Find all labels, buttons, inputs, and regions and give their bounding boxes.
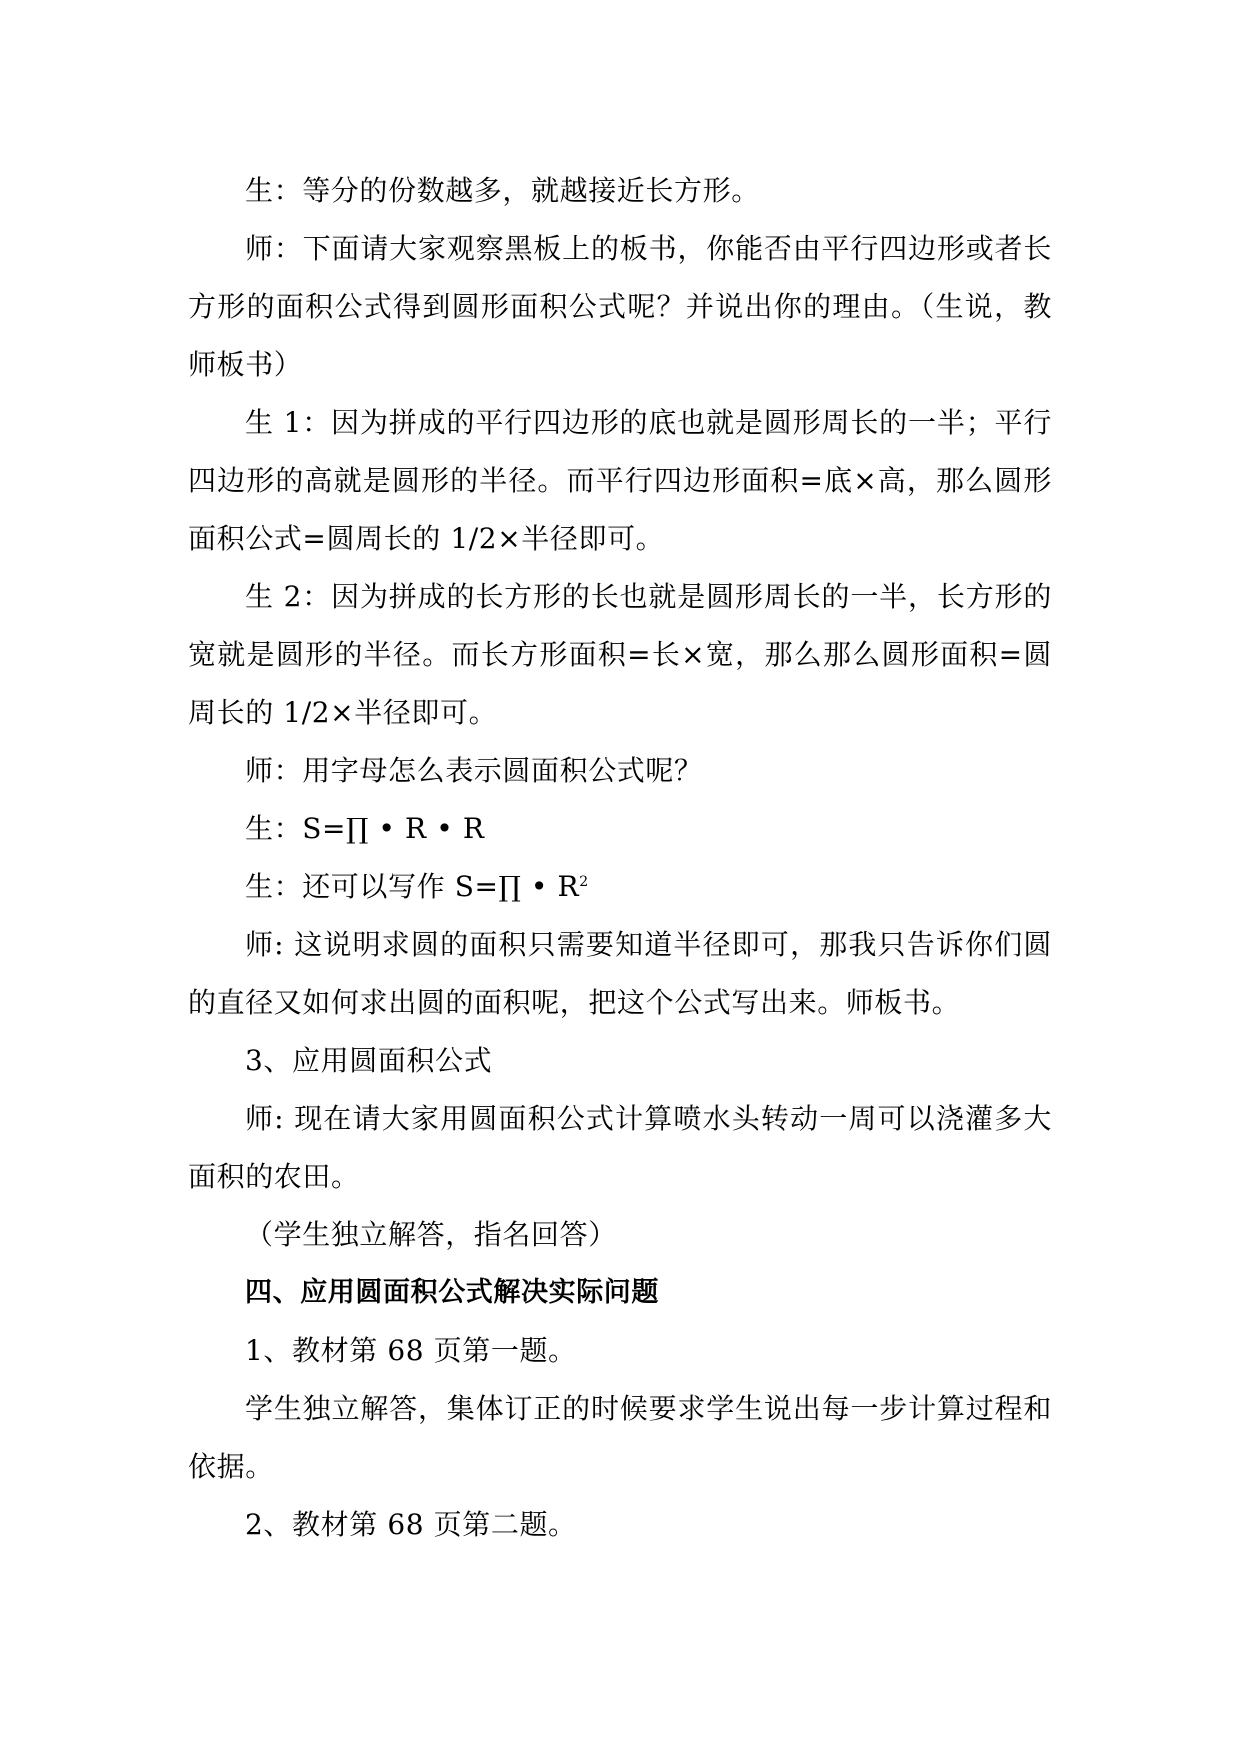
section-4-heading: 四、应用圆面积公式解决实际问题 <box>245 1277 659 1308</box>
exercise-1-item: 1、教材第 68 页第一题。 <box>245 1334 577 1367</box>
student-2-reason-paragraph: 生 2：因为拼成的长方形的长也就是圆形周长的一半，长方形的宽就是圆形的半径。而长方形面积=长×宽，那么那么圆形面积=圆周长的 1/2×半径即可。 <box>188 580 1052 729</box>
teacher-formula-question: 师：用字母怎么表示圆面积公式呢？ <box>245 754 703 787</box>
teacher-question-paragraph: 师：下面请大家观察黑板上的板书，你能否由平行四边形或者长方形的面积公式得到圆形面积公式呢？并说出你的理由。（生说，教师板书） <box>188 232 1052 381</box>
student-answer-paragraph: 生：等分的份数越多，就越接近长方形。 <box>245 174 760 207</box>
exercise-2-item: 2、教材第 68 页第二题。 <box>245 1508 577 1541</box>
superscript-2: 2 <box>579 874 589 890</box>
teacher-diameter-paragraph: 师: 这说明求圆的面积只需要知道半径即可，那我只告诉你们圆的直径又如何求出圆的面积呢，把这个公式写出来。师板书。 <box>188 928 1052 1019</box>
student-1-reason-paragraph: 生 1：因为拼成的平行四边形的底也就是圆形周长的一半；平行四边形的高就是圆形的半径。而平行四边形面积=底×高，那么圆形面积公式=圆周长的 1/2×半径即可。 <box>188 406 1052 555</box>
document-body <box>188 162 1052 1554</box>
teacher-application-paragraph: 师: 现在请大家用圆面积公式计算喷水头转动一周可以浇灌多大面积的农田。 <box>188 1102 1052 1193</box>
exercise-1-instructions: 学生独立解答，集体订正的时候要求学生说出每一步计算过程和依据。 <box>188 1392 1052 1483</box>
student-independent-note: （学生独立解答，指名回答） <box>245 1218 617 1251</box>
section-3-title: 3、应用圆面积公式 <box>245 1044 493 1077</box>
alt-formula-text: 生：还可以写作 S=∏ • R <box>245 870 580 903</box>
student-alt-formula-answer <box>188 858 1052 916</box>
student-formula-answer: 生：S=∏ • R • R <box>245 812 485 845</box>
